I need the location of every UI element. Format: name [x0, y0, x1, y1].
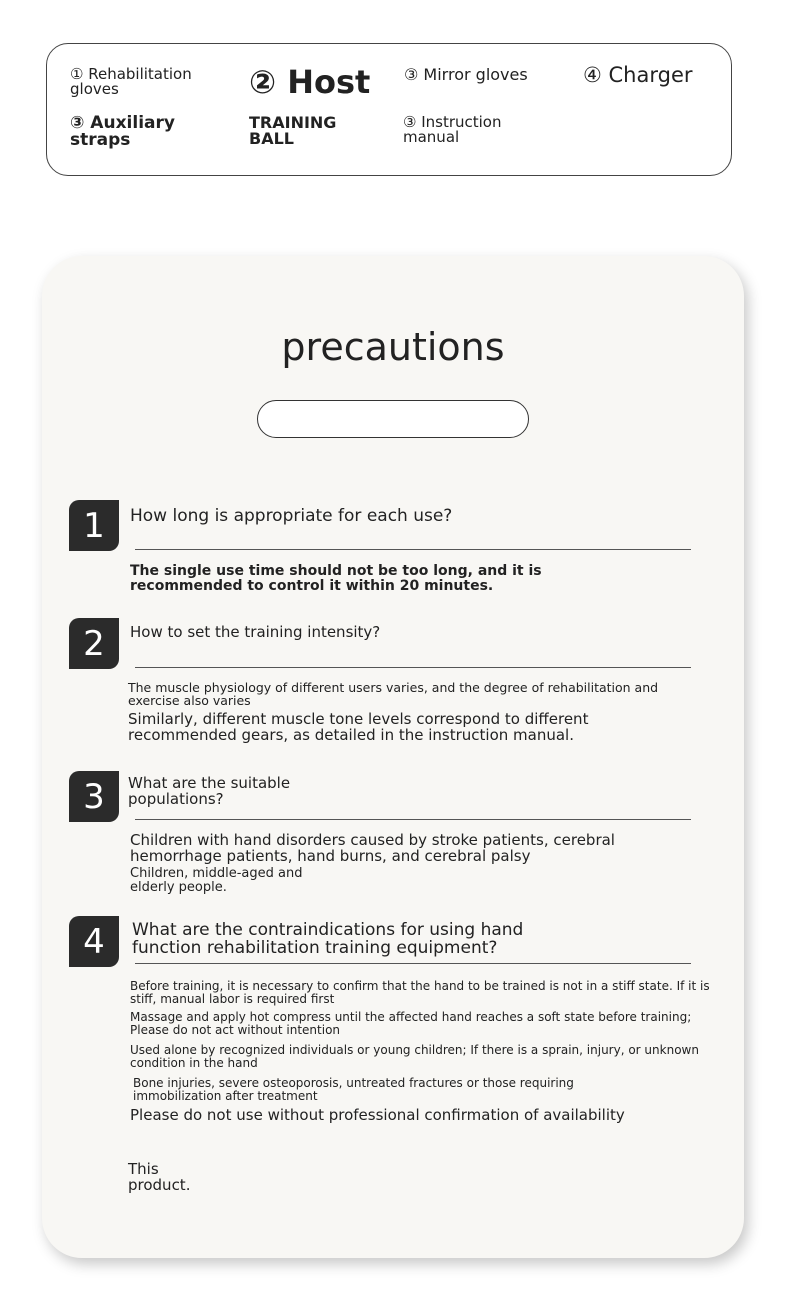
- answer-4-1: Before training, it is necessary to confirm that the hand to be trained is not in a stiff state. If it is stiff, manual labor is required first: [130, 979, 710, 1006]
- package-contents-box: [46, 43, 732, 176]
- contents-item-mirror-gloves: ③ Mirror gloves: [404, 65, 528, 84]
- precautions-title: precautions: [281, 325, 505, 369]
- question-2: How to set the training intensity?: [130, 623, 381, 641]
- contents-item-auxiliary-straps: ③ Auxiliary straps: [70, 113, 175, 150]
- divider-4: [135, 963, 691, 964]
- question-4: What are the contraindications for using hand function rehabilitation training equipment?: [132, 920, 524, 958]
- item-number-2: 2: [69, 618, 119, 669]
- answer-2-1: The muscle physiology of different users varies, and the degree of rehabilitation and exercise also varies: [128, 680, 659, 709]
- divider-1: [135, 549, 691, 550]
- contents-item-rehabilitation-gloves: ① Rehabilitation gloves: [70, 65, 192, 98]
- item-number-1: 1: [69, 500, 119, 551]
- decorative-pill: [257, 400, 529, 438]
- answer-4-3: Used alone by recognized individuals or young children; If there is a sprain, injury, or unknown condition in the hand: [130, 1043, 699, 1070]
- contents-item-training-ball: TRAINING BALL: [249, 113, 337, 148]
- contents-item-instruction-manual: ③ Instruction manual: [403, 113, 502, 146]
- answer-2-2: Similarly, different muscle tone levels correspond to different recommended gears, as detailed in the instruction manual.: [128, 710, 589, 744]
- answer-4-2: Massage and apply hot compress until the affected hand reaches a soft state before training; Please do not act without intention: [130, 1010, 692, 1037]
- contents-item-charger: ④ Charger: [583, 63, 693, 87]
- item-number-3: 3: [69, 771, 119, 822]
- answer-4-4: Bone injuries, severe osteoporosis, untreated fractures or those requiring immobilization after treatment: [133, 1076, 574, 1103]
- divider-3: [135, 819, 691, 820]
- answer-3-1: Children with hand disorders caused by stroke patients, cerebral hemorrhage patients, hand burns, and cerebral palsy: [130, 831, 615, 865]
- answer-1-1: The single use time should not be too long, and it is recommended to control it within 20 minutes.: [130, 563, 542, 594]
- answer-4-5: Please do not use without professional confirmation of availability: [130, 1106, 625, 1124]
- answer-4-6: This product.: [128, 1160, 191, 1194]
- question-3: What are the suitable populations?: [128, 774, 291, 808]
- contents-item-host: ② Host: [249, 63, 371, 101]
- divider-2: [135, 667, 691, 668]
- item-number-4: 4: [69, 916, 119, 967]
- question-1: How long is appropriate for each use?: [130, 506, 453, 526]
- precautions-card: [42, 256, 744, 1258]
- answer-3-2: Children, middle-aged and elderly people.: [130, 866, 303, 895]
